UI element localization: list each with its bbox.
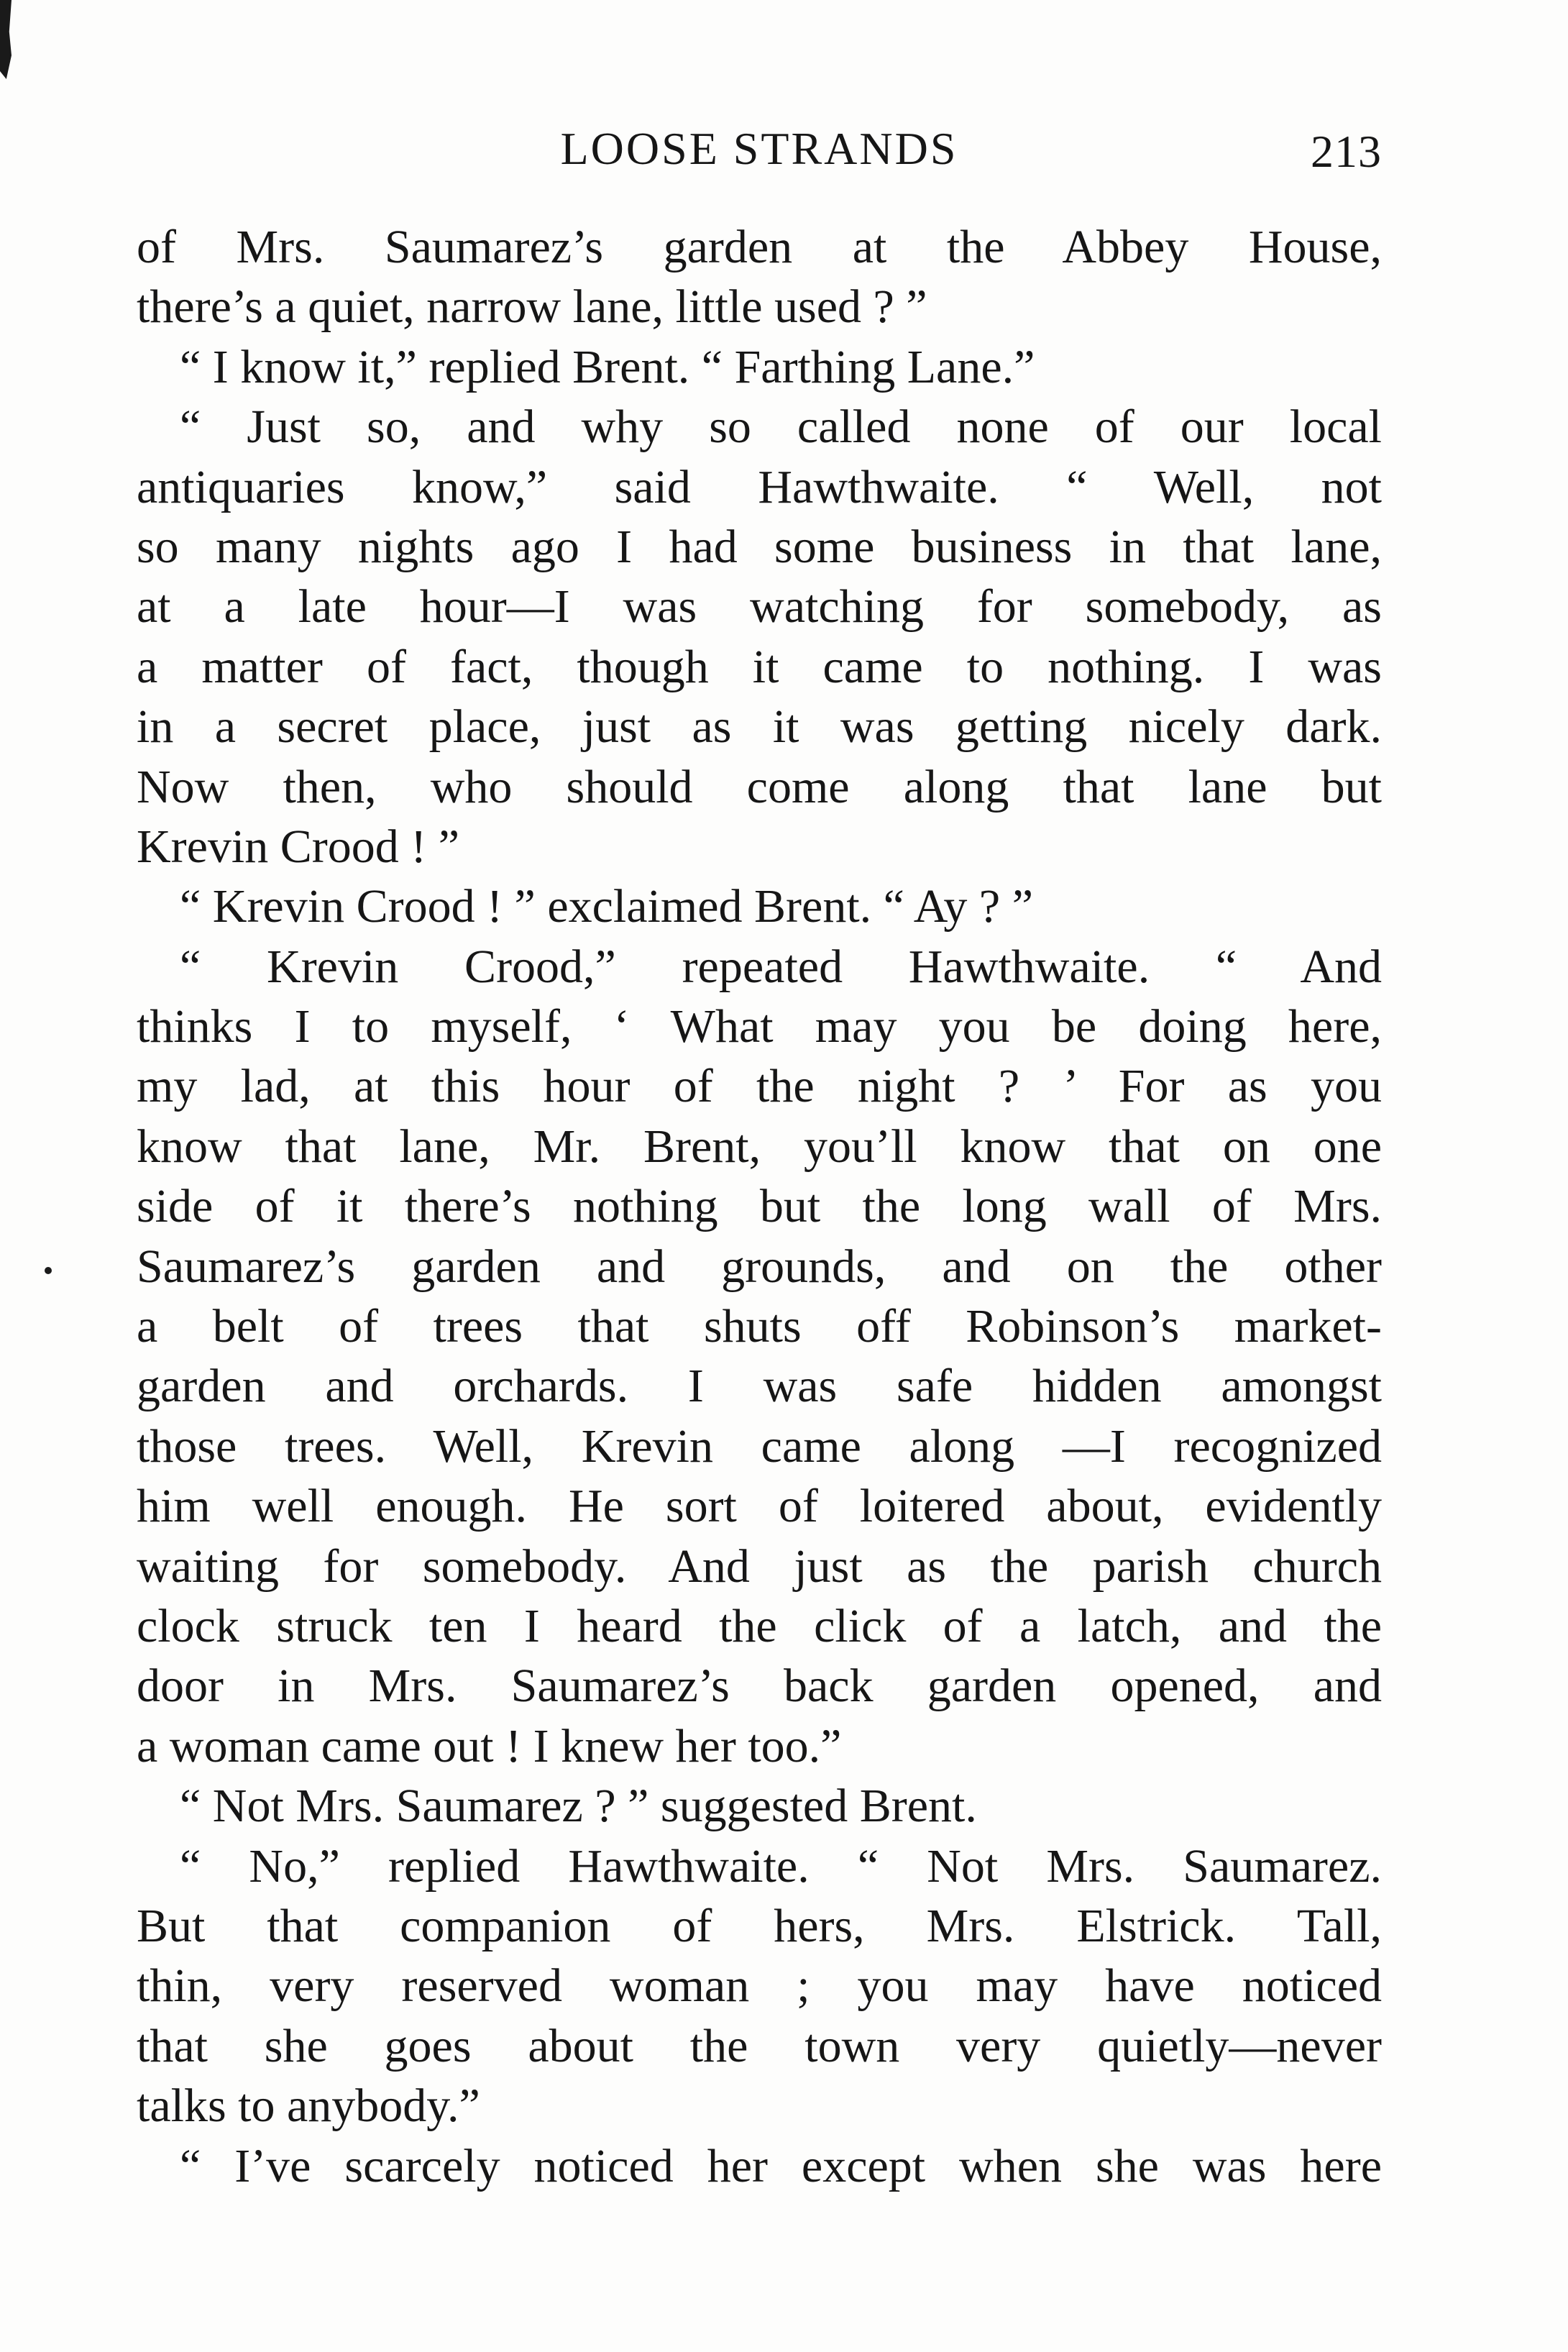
text-line: “ Just so, and why so called none of our local: [180, 401, 1382, 454]
text-line: “ Krevin Crood,” repeated Hawthwaite. “ And: [180, 940, 1382, 993]
text-line: door in Mrs. Saumarez’s back garden opened, and: [137, 1660, 1382, 1713]
text-line: side of it there’s nothing but the long wall of Mrs.: [137, 1180, 1382, 1233]
text-line: But that companion of hers, Mrs. Elstrick. Tall,: [137, 1899, 1382, 1952]
text-line: thin, very reserved woman ; you may have noticed: [137, 1959, 1382, 2013]
running-head: LOOSE STRANDS: [560, 123, 958, 174]
text-line: thinks I to myself, ‘ What may you be doing here,: [137, 1000, 1382, 1053]
text-line: waiting for somebody. And just as the parish church: [137, 1539, 1382, 1593]
body-text: [137, 217, 1382, 2196]
text-line: a woman came out ! I knew her too.”: [137, 1719, 842, 1772]
text-line: “ I’ve scarcely noticed her except when she was here: [180, 2139, 1382, 2192]
text-line: Saumarez’s garden and grounds, and on the other: [137, 1240, 1382, 1293]
text-line: of Mrs. Saumarez’s garden at the Abbey House,: [137, 221, 1382, 273]
text-line: that she goes about the town very quietly—never: [137, 2019, 1382, 2072]
text-line: “ No,” replied Hawthwaite. “ Not Mrs. Saumarez.: [180, 1839, 1382, 1893]
margin-dot: [45, 1267, 52, 1274]
text-line: in a secret place, just as it was getting nicely dark.: [137, 700, 1382, 754]
text-line: at a late hour—I was watching for somebody, as: [137, 580, 1382, 633]
text-line: a belt of trees that shuts off Robinson’s market-: [137, 1300, 1382, 1353]
text-line: a matter of fact, though it came to nothing. I was: [137, 640, 1382, 693]
text-line: those trees. Well, Krevin came along —I recognized: [137, 1419, 1382, 1473]
text-line: Now then, who should come along that lane but: [137, 760, 1382, 813]
text-line: so many nights ago I had some business in that lane,: [137, 520, 1382, 573]
text-line: antiquaries know,” said Hawthwaite. “ Well, not: [137, 460, 1382, 513]
page-number: 213: [1311, 126, 1382, 177]
text-line: garden and orchards. I was safe hidden amongst: [137, 1360, 1382, 1413]
binding-mark: [0, 0, 12, 79]
text-line: there’s a quiet, narrow lane, little used ? ”: [137, 280, 927, 334]
text-line: “ Krevin Crood ! ” exclaimed Brent. “ Ay ? ”: [180, 880, 1034, 933]
page-header: [137, 122, 1382, 187]
text-line: know that lane, Mr. Brent, you’ll know that on one: [137, 1120, 1382, 1173]
text-line: “ Not Mrs. Saumarez ? ” suggested Brent.: [180, 1780, 977, 1833]
text-line: Krevin Crood ! ”: [137, 820, 460, 873]
text-line: talks to anybody.”: [137, 2079, 480, 2133]
text-line: my lad, at this hour of the night ? ’ For as you: [137, 1060, 1382, 1113]
text-line: “ I know it,” replied Brent. “ Farthing Lane.”: [180, 340, 1035, 393]
text-line: clock struck ten I heard the click of a latch, and the: [137, 1599, 1382, 1652]
text-line: him well enough. He sort of loitered about, evidently: [137, 1480, 1382, 1533]
